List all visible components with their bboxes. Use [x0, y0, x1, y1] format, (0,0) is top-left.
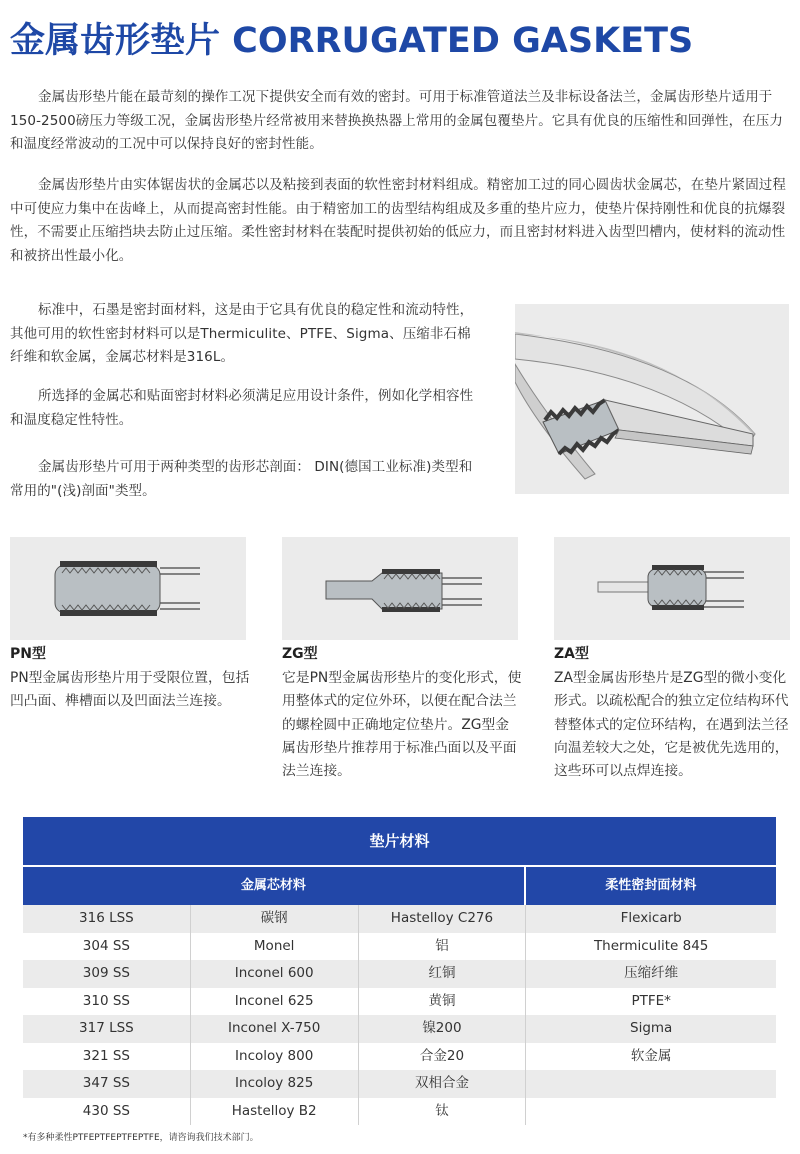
table-cell: Hastelloy B2	[191, 1098, 359, 1126]
table-cell	[526, 1098, 776, 1126]
gasket-section-drawing	[515, 304, 789, 494]
table-body	[23, 905, 776, 1125]
table-title: 垫片材料	[23, 817, 776, 867]
table-cell: 317 LSS	[23, 1015, 191, 1043]
table-cell	[526, 1070, 776, 1098]
table-row	[23, 988, 776, 1016]
table-cell: 双相合金	[359, 1070, 527, 1098]
page-title: 金属齿形垫片 CORRUGATED GASKETS	[10, 21, 694, 61]
table-cell: 碳钢	[191, 905, 359, 933]
table-row	[23, 905, 776, 933]
table-cell: 软金属	[630, 1047, 672, 1064]
table-cell: 321 SS	[23, 1043, 191, 1071]
table-row	[23, 1098, 776, 1126]
pn-type-drawing	[10, 537, 246, 640]
selection-paragraph: 所选择的金属芯和贴面密封材料必须满足应用设计条件，例如化学相容性和温度稳定性特性。	[10, 388, 474, 428]
table-cell: 304 SS	[23, 933, 191, 961]
gasket-section-illustration	[515, 304, 789, 494]
intro-paragraph-2: 金属齿形垫片由实体锯齿状的金属芯以及粘接到表面的软性密封材料组成。精密加工过的同心圆齿状金属芯，在垫片紧固过程中可使应力集中在齿峰上，从而提高密封性能。由于精密加工的齿型结构组成及多重的垫片应力，使垫片保持刚性和优良的抗爆裂性，不需要止压缩挡块去防止过压缩。柔性密封材料在装配时提供初始的低应力，而且密封材料进入齿型凹槽内，使材料的流动性和被挤出性最小化。	[10, 177, 786, 264]
zg-type-heading: ZG型	[282, 646, 318, 662]
table-cell: Flexicarb	[620, 910, 682, 926]
table-row	[23, 1070, 776, 1098]
table-cell: PTFE*	[631, 992, 671, 1009]
table-footnote: *有多种柔性PTFEPTFEPTFEPTFE，请咨询我们技术部门。	[23, 1133, 259, 1143]
za-type-figure	[554, 537, 790, 640]
table-cell: 316 LSS	[23, 905, 191, 933]
pn-type-heading: PN型	[10, 646, 46, 662]
table-row	[23, 933, 776, 961]
table-cell: 铝	[359, 933, 527, 961]
za-type-heading: ZA型	[554, 646, 589, 662]
pn-type-description: PN型金属齿形垫片用于受限位置，包括凹凸面、榫槽面以及凹面法兰连接。	[10, 670, 250, 710]
profile-types-paragraph: 金属齿形垫片可用于两种类型的齿形芯剖面： DIN(德国工业标准)类型和常用的"(浅)剖面"类型。	[10, 459, 473, 499]
table-cell: 347 SS	[23, 1070, 191, 1098]
table-cell: 红铜	[359, 960, 527, 988]
zg-type-figure	[282, 537, 518, 640]
gasket-materials-table	[23, 817, 776, 1125]
table-cell: Hastelloy C276	[359, 905, 527, 933]
table-cell: 430 SS	[23, 1098, 191, 1126]
table-cell: 合金20	[359, 1043, 527, 1071]
table-row	[23, 1043, 776, 1071]
pn-type-figure	[10, 537, 246, 640]
table-cell: Sigma	[630, 1020, 673, 1036]
table-cell: Thermiculite 845	[593, 937, 709, 954]
table-cell: Inconel 600	[191, 960, 359, 988]
za-type-description: ZA型金属齿形垫片是ZG型的微小变化形式。以疏松配合的独立定位结构环代替整体式的定位环结构，在遇到法兰径向温差较大之处，它是被优先选用的，这些环可以点焊连接。	[554, 670, 789, 780]
table-cell: 钛	[359, 1098, 527, 1126]
facing-material-header: 柔性密封面材料	[605, 878, 697, 893]
metal-core-header: 金属芯材料	[23, 867, 526, 905]
table-cell: Inconel 625	[191, 988, 359, 1016]
table-cell: Inconel X-750	[191, 1015, 359, 1043]
zg-type-drawing	[282, 537, 518, 640]
table-cell: Monel	[191, 933, 359, 961]
table-cell: 310 SS	[23, 988, 191, 1016]
intro-paragraph-1: 金属齿形垫片能在最苛刻的操作工况下提供安全而有效的密封。可用于标准管道法兰及非标设备法兰，金属齿形垫片适用于150-2500磅压力等级工况，金属齿形垫片经常被用来替换换热器上常用的金属包覆垫片。它具有优良的压缩性和回弹性，在压力和温度经常波动的工况中可以保持良好的密封性能。	[10, 89, 783, 152]
table-cell: 309 SS	[23, 960, 191, 988]
table-cell: Incoloy 800	[191, 1043, 359, 1071]
table-cell: 镍200	[359, 1015, 527, 1043]
table-row	[23, 960, 776, 988]
zg-type-description: 它是PN型金属齿形垫片的变化形式，使用整体式的定位外环，以便在配合法兰的螺栓圆中正确地定位垫片。ZG型金属齿形垫片推荐用于标准凸面以及平面法兰连接。	[282, 670, 522, 780]
table-cell: 黄铜	[359, 988, 527, 1016]
table-cell: 压缩纤维	[624, 965, 679, 981]
materials-paragraph: 标准中，石墨是密封面材料，这是由于它具有优良的稳定性和流动特性，其他可用的软性密封材料可以是Thermiculite、PTFE、Sigma、压缩非石棉纤维和软金属，金属芯材料是316L。	[10, 302, 474, 365]
table-row	[23, 1015, 776, 1043]
za-type-drawing	[554, 537, 790, 640]
table-cell: Incoloy 825	[191, 1070, 359, 1098]
table-header-row	[23, 867, 776, 905]
